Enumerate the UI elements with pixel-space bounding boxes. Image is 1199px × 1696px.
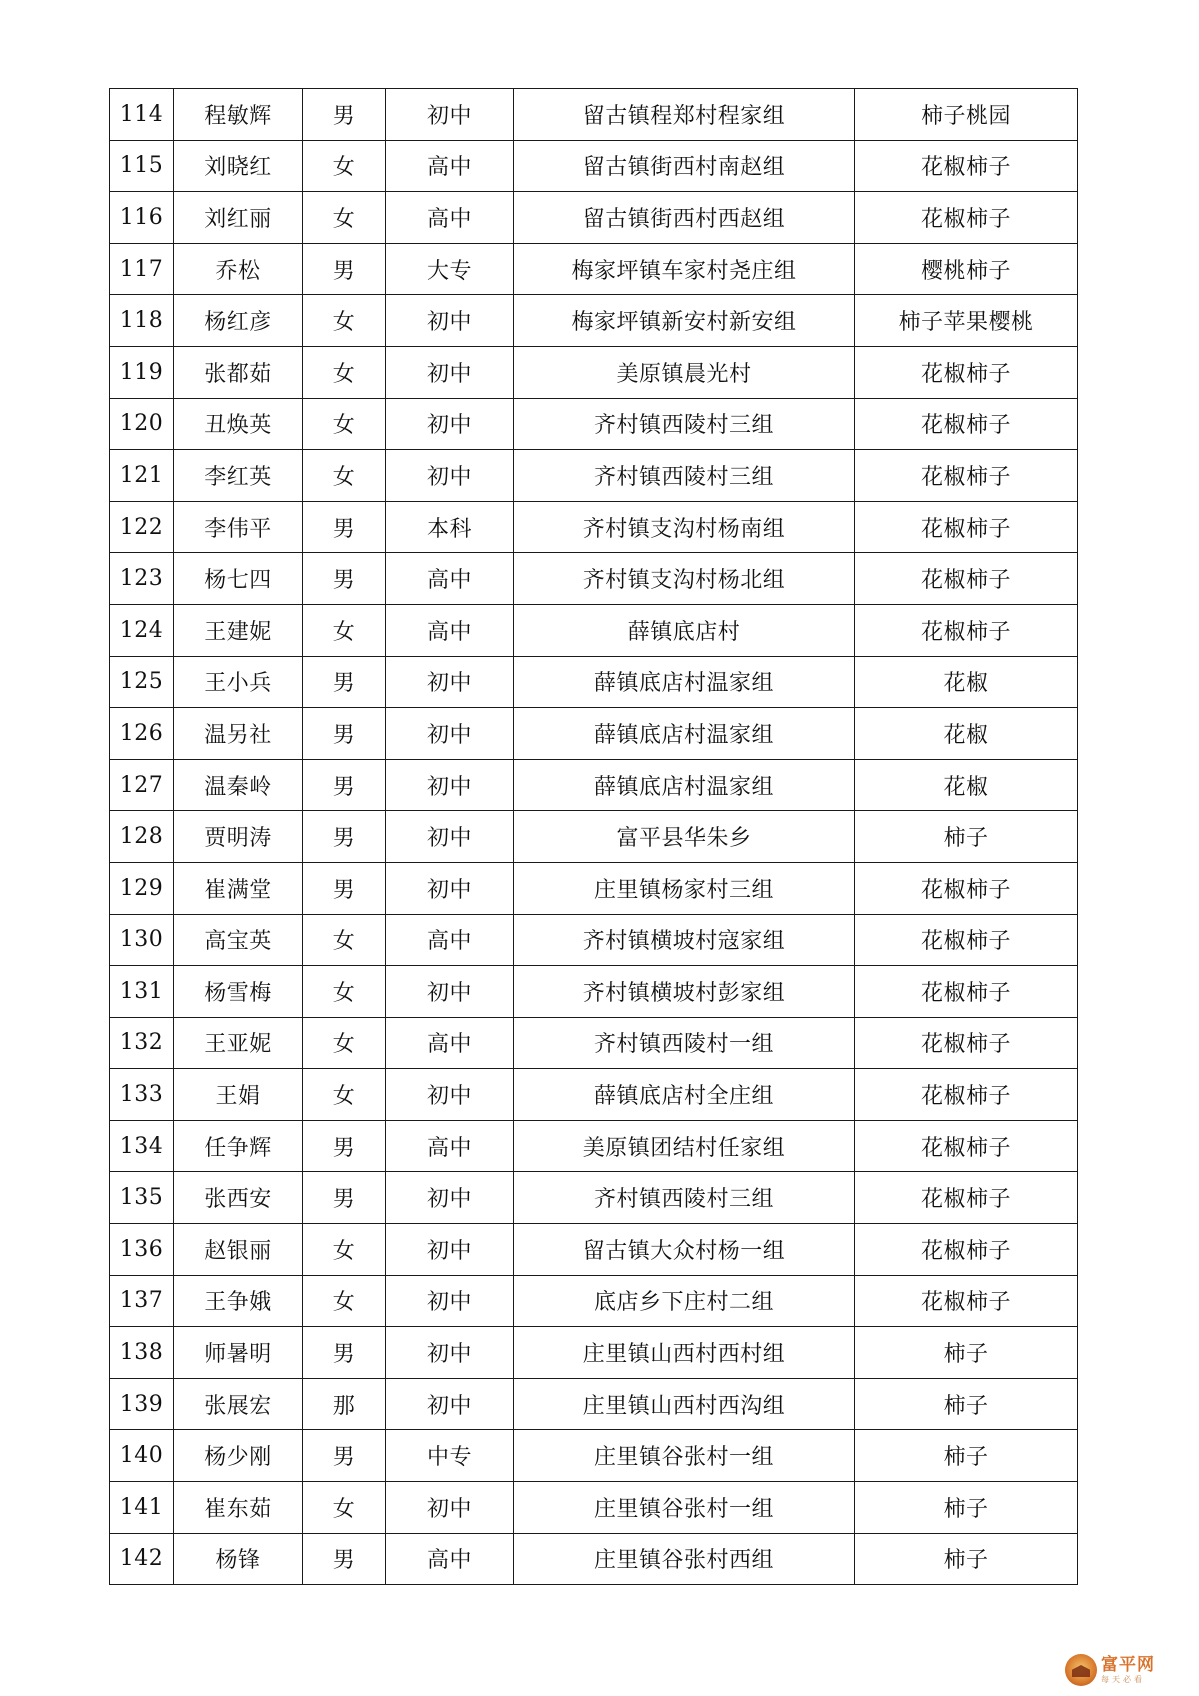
cell-education: 初中 — [386, 656, 514, 708]
cell-crop: 柿子 — [855, 1482, 1078, 1534]
cell-number: 122 — [110, 501, 174, 553]
table-row — [110, 656, 1078, 708]
cell-education: 初中 — [386, 295, 514, 347]
cell-number: 140 — [110, 1430, 174, 1482]
cell-education: 本科 — [386, 501, 514, 553]
cell-number: 132 — [110, 1017, 174, 1069]
cell-gender: 男 — [303, 1327, 386, 1379]
cell-education: 初中 — [386, 811, 514, 863]
cell-number: 134 — [110, 1120, 174, 1172]
cell-address: 梅家坪镇新安村新安组 — [514, 295, 855, 347]
cell-address: 齐村镇支沟村杨南组 — [514, 501, 855, 553]
cell-crop: 花椒柿子 — [855, 1120, 1078, 1172]
cell-gender: 女 — [303, 1017, 386, 1069]
cell-name: 杨红彦 — [174, 295, 303, 347]
cell-address: 薛镇底店村温家组 — [514, 708, 855, 760]
cell-name: 张西安 — [174, 1172, 303, 1224]
site-logo-icon — [1065, 1654, 1097, 1686]
cell-address: 齐村镇西陵村三组 — [514, 1172, 855, 1224]
cell-education: 初中 — [386, 89, 514, 141]
cell-education: 高中 — [386, 192, 514, 244]
cell-gender: 男 — [303, 1533, 386, 1585]
cell-address: 美原镇团结村任家组 — [514, 1120, 855, 1172]
cell-name: 任争辉 — [174, 1120, 303, 1172]
cell-number: 120 — [110, 398, 174, 450]
table-row — [110, 1430, 1078, 1482]
cell-number: 137 — [110, 1275, 174, 1327]
table-row — [110, 553, 1078, 605]
cell-number: 141 — [110, 1482, 174, 1534]
cell-name: 杨七四 — [174, 553, 303, 605]
table-row — [110, 89, 1078, 141]
cell-education: 高中 — [386, 1120, 514, 1172]
table-row — [110, 192, 1078, 244]
cell-gender: 女 — [303, 140, 386, 192]
cell-number: 115 — [110, 140, 174, 192]
table-row — [110, 966, 1078, 1018]
cell-name: 杨锋 — [174, 1533, 303, 1585]
cell-crop: 花椒柿子 — [855, 192, 1078, 244]
cell-address: 庄里镇杨家村三组 — [514, 862, 855, 914]
table-row — [110, 1172, 1078, 1224]
cell-number: 124 — [110, 604, 174, 656]
cell-name: 杨雪梅 — [174, 966, 303, 1018]
cell-number: 129 — [110, 862, 174, 914]
cell-number: 139 — [110, 1378, 174, 1430]
cell-gender: 男 — [303, 501, 386, 553]
cell-address: 留古镇街西村南赵组 — [514, 140, 855, 192]
cell-gender: 那 — [303, 1378, 386, 1430]
cell-crop: 花椒柿子 — [855, 1069, 1078, 1121]
cell-name: 张展宏 — [174, 1378, 303, 1430]
table-row — [110, 398, 1078, 450]
watermark-title: 富平网 — [1101, 1654, 1155, 1675]
cell-address: 留古镇街西村西赵组 — [514, 192, 855, 244]
cell-crop: 花椒柿子 — [855, 1172, 1078, 1224]
cell-address: 庄里镇谷张村西组 — [514, 1533, 855, 1585]
table-row — [110, 811, 1078, 863]
cell-address: 留古镇程郑村程家组 — [514, 89, 855, 141]
cell-crop: 花椒柿子 — [855, 1224, 1078, 1276]
cell-name: 李红英 — [174, 450, 303, 502]
cell-number: 142 — [110, 1533, 174, 1585]
cell-address: 齐村镇支沟村杨北组 — [514, 553, 855, 605]
table-row — [110, 1120, 1078, 1172]
cell-name: 崔东茹 — [174, 1482, 303, 1534]
cell-crop: 花椒柿子 — [855, 1275, 1078, 1327]
cell-gender: 男 — [303, 89, 386, 141]
cell-education: 高中 — [386, 914, 514, 966]
cell-gender: 女 — [303, 398, 386, 450]
cell-crop: 柿子苹果樱桃 — [855, 295, 1078, 347]
cell-crop: 柿子 — [855, 1378, 1078, 1430]
cell-address: 庄里镇谷张村一组 — [514, 1482, 855, 1534]
cell-name: 高宝英 — [174, 914, 303, 966]
table-row — [110, 1224, 1078, 1276]
cell-gender: 女 — [303, 966, 386, 1018]
cell-education: 中专 — [386, 1430, 514, 1482]
cell-gender: 女 — [303, 604, 386, 656]
cell-crop: 柿子 — [855, 811, 1078, 863]
cell-name: 王建妮 — [174, 604, 303, 656]
table-row — [110, 1327, 1078, 1379]
cell-address: 富平县华朱乡 — [514, 811, 855, 863]
cell-number: 119 — [110, 346, 174, 398]
cell-address: 美原镇晨光村 — [514, 346, 855, 398]
table-row — [110, 501, 1078, 553]
cell-address: 齐村镇西陵村一组 — [514, 1017, 855, 1069]
cell-gender: 女 — [303, 192, 386, 244]
table-row — [110, 708, 1078, 760]
cell-education: 高中 — [386, 140, 514, 192]
cell-education: 高中 — [386, 604, 514, 656]
cell-gender: 男 — [303, 811, 386, 863]
cell-number: 116 — [110, 192, 174, 244]
cell-crop: 花椒柿子 — [855, 914, 1078, 966]
table-row — [110, 1069, 1078, 1121]
cell-number: 131 — [110, 966, 174, 1018]
cell-number: 114 — [110, 89, 174, 141]
cell-gender: 女 — [303, 1275, 386, 1327]
table-row — [110, 1017, 1078, 1069]
cell-education: 高中 — [386, 1533, 514, 1585]
cell-number: 127 — [110, 759, 174, 811]
cell-address: 留古镇大众村杨一组 — [514, 1224, 855, 1276]
cell-crop: 柿子 — [855, 1533, 1078, 1585]
cell-crop: 花椒柿子 — [855, 140, 1078, 192]
cell-address: 薛镇底店村全庄组 — [514, 1069, 855, 1121]
table-row — [110, 243, 1078, 295]
cell-gender: 男 — [303, 1430, 386, 1482]
cell-address: 底店乡下庄村二组 — [514, 1275, 855, 1327]
cell-crop: 花椒柿子 — [855, 1017, 1078, 1069]
cell-gender: 女 — [303, 295, 386, 347]
cell-education: 初中 — [386, 346, 514, 398]
table-row — [110, 1275, 1078, 1327]
cell-name: 王娟 — [174, 1069, 303, 1121]
cell-education: 初中 — [386, 862, 514, 914]
cell-number: 126 — [110, 708, 174, 760]
cell-crop: 樱桃柿子 — [855, 243, 1078, 295]
cell-crop: 花椒柿子 — [855, 398, 1078, 450]
cell-education: 初中 — [386, 398, 514, 450]
cell-name: 乔松 — [174, 243, 303, 295]
cell-number: 118 — [110, 295, 174, 347]
cell-number: 133 — [110, 1069, 174, 1121]
cell-name: 王争娥 — [174, 1275, 303, 1327]
cell-name: 李伟平 — [174, 501, 303, 553]
table-row — [110, 450, 1078, 502]
cell-gender: 女 — [303, 450, 386, 502]
cell-number: 136 — [110, 1224, 174, 1276]
cell-gender: 男 — [303, 243, 386, 295]
cell-education: 初中 — [386, 966, 514, 1018]
cell-name: 程敏辉 — [174, 89, 303, 141]
cell-name: 王亚妮 — [174, 1017, 303, 1069]
cell-gender: 女 — [303, 1482, 386, 1534]
table-row — [110, 604, 1078, 656]
cell-gender: 男 — [303, 708, 386, 760]
cell-number: 130 — [110, 914, 174, 966]
cell-address: 齐村镇横坡村寇家组 — [514, 914, 855, 966]
table-row — [110, 1533, 1078, 1585]
cell-number: 123 — [110, 553, 174, 605]
cell-education: 初中 — [386, 759, 514, 811]
roster-table — [109, 88, 1078, 1585]
cell-number: 128 — [110, 811, 174, 863]
cell-address: 薛镇底店村 — [514, 604, 855, 656]
cell-crop: 花椒柿子 — [855, 553, 1078, 605]
cell-crop: 花椒柿子 — [855, 862, 1078, 914]
table-row — [110, 140, 1078, 192]
cell-crop: 花椒柿子 — [855, 346, 1078, 398]
watermark-text — [1101, 1654, 1155, 1684]
cell-crop: 花椒 — [855, 656, 1078, 708]
cell-gender: 男 — [303, 862, 386, 914]
cell-crop: 柿子 — [855, 1430, 1078, 1482]
cell-crop: 花椒 — [855, 708, 1078, 760]
cell-address: 梅家坪镇车家村尧庄组 — [514, 243, 855, 295]
cell-name: 崔满堂 — [174, 862, 303, 914]
cell-education: 高中 — [386, 1017, 514, 1069]
cell-gender: 男 — [303, 656, 386, 708]
cell-education: 高中 — [386, 553, 514, 605]
cell-address: 齐村镇西陵村三组 — [514, 450, 855, 502]
cell-name: 贾明涛 — [174, 811, 303, 863]
cell-address: 齐村镇横坡村彭家组 — [514, 966, 855, 1018]
site-watermark — [1065, 1652, 1177, 1688]
cell-crop: 花椒 — [855, 759, 1078, 811]
cell-education: 初中 — [386, 450, 514, 502]
cell-address: 庄里镇谷张村一组 — [514, 1430, 855, 1482]
cell-education: 初中 — [386, 1378, 514, 1430]
cell-crop: 花椒柿子 — [855, 966, 1078, 1018]
cell-name: 张都茹 — [174, 346, 303, 398]
cell-name: 温秦岭 — [174, 759, 303, 811]
cell-address: 齐村镇西陵村三组 — [514, 398, 855, 450]
cell-name: 刘红丽 — [174, 192, 303, 244]
cell-education: 初中 — [386, 1482, 514, 1534]
table-row — [110, 1378, 1078, 1430]
cell-education: 初中 — [386, 1275, 514, 1327]
cell-address: 薛镇底店村温家组 — [514, 759, 855, 811]
cell-crop: 柿子 — [855, 1327, 1078, 1379]
cell-gender: 男 — [303, 759, 386, 811]
watermark-subtitle: 每天必看 — [1101, 1674, 1145, 1684]
cell-name: 刘晓红 — [174, 140, 303, 192]
cell-education: 大专 — [386, 243, 514, 295]
table-row — [110, 914, 1078, 966]
cell-crop: 花椒柿子 — [855, 450, 1078, 502]
cell-gender: 女 — [303, 346, 386, 398]
cell-name: 温另社 — [174, 708, 303, 760]
cell-gender: 女 — [303, 914, 386, 966]
cell-gender: 女 — [303, 1224, 386, 1276]
cell-address: 庄里镇山西村西村组 — [514, 1327, 855, 1379]
cell-gender: 男 — [303, 553, 386, 605]
cell-education: 初中 — [386, 708, 514, 760]
table-row — [110, 862, 1078, 914]
table-row — [110, 295, 1078, 347]
cell-gender: 男 — [303, 1172, 386, 1224]
cell-number: 117 — [110, 243, 174, 295]
cell-name: 赵银丽 — [174, 1224, 303, 1276]
cell-education: 初中 — [386, 1327, 514, 1379]
cell-education: 初中 — [386, 1069, 514, 1121]
roster-table-body — [110, 89, 1078, 1585]
cell-name: 丑焕英 — [174, 398, 303, 450]
cell-name: 王小兵 — [174, 656, 303, 708]
cell-crop: 花椒柿子 — [855, 604, 1078, 656]
cell-name: 师暑明 — [174, 1327, 303, 1379]
cell-gender: 女 — [303, 1069, 386, 1121]
cell-address: 庄里镇山西村西沟组 — [514, 1378, 855, 1430]
cell-crop: 花椒柿子 — [855, 501, 1078, 553]
cell-number: 138 — [110, 1327, 174, 1379]
cell-crop: 柿子桃园 — [855, 89, 1078, 141]
cell-education: 初中 — [386, 1224, 514, 1276]
table-row — [110, 346, 1078, 398]
cell-education: 初中 — [386, 1172, 514, 1224]
cell-number: 135 — [110, 1172, 174, 1224]
cell-number: 121 — [110, 450, 174, 502]
cell-name: 杨少刚 — [174, 1430, 303, 1482]
table-row — [110, 759, 1078, 811]
table-row — [110, 1482, 1078, 1534]
cell-gender: 男 — [303, 1120, 386, 1172]
cell-number: 125 — [110, 656, 174, 708]
cell-address: 薛镇底店村温家组 — [514, 656, 855, 708]
